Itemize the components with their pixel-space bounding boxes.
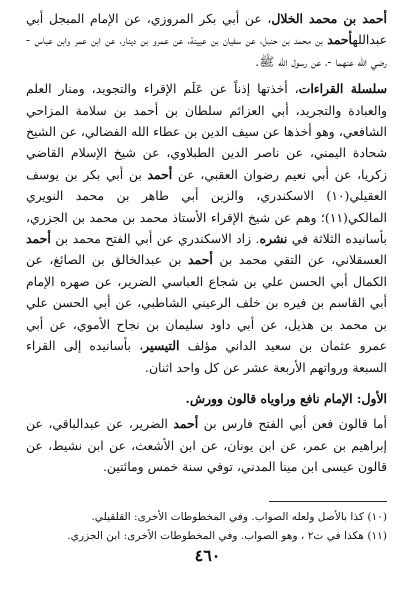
footnote-11: (١١) هكذا في ت٢ ، وهو الصواب. وفي المخطوطات الأخرى: ابن الجزري. <box>67 530 387 542</box>
text-run: بن محمد بن حنبل، عن سفيان بن عيينة، عن عمرو بن دينار، عن ابن عمر وابن عباس - رضي الله عنهما -، عن رسول الله ﷺ. <box>26 32 387 69</box>
footnote-10: (١٠) كذا بالأصل ولعله الصواب. وفي المخطوطات الأخرى: القلقيلي. <box>91 511 387 523</box>
footnote-separator <box>269 501 387 502</box>
reader-heading: الأول: الإمام نافع وراوياه قالون وورش. <box>185 390 387 406</box>
page-number: ٤٦٠ <box>194 546 221 565</box>
text-run: ؛ وهم عن شيخ الإقراء الأستاذ محمد بن محمد بن الجزري، بأسانيده الثلاثة في <box>26 209 387 247</box>
text-run: الاسكندري، والزين أبي طاهر بن محمد النويري المالكي <box>26 188 387 225</box>
footnote-ref[interactable]: (١١) <box>324 209 348 225</box>
bold-name: أحمد <box>26 231 51 247</box>
footnote-ref[interactable]: (١٠) <box>326 188 350 204</box>
text-run: بن عبدالخالق بن الصائغ، عن الكمال أبي الحسن علي بن شجاع العباسي الضرير، عن صهره الإمام أبي القاسم بن فيره بن خلف الرعيني الشاطبي، عن أبي الحسن علي بن محمد بن هذيل، عن أبي داود سليمان بن نجاح الأموي، عن أبي عمرو عثمان بن سعيد الداني مؤلف <box>26 252 387 354</box>
qiraat-chain-paragraph <box>26 78 387 378</box>
text-run: ، عن أبي بكر المروزي، عن الإمام المبجل أبي عبدالله <box>26 11 387 48</box>
bold-name: أحمد <box>173 416 199 432</box>
text-run: . زاد الاسكندري عن أبي الفتح محمد بن <box>50 231 260 247</box>
text-run: العسقلاني، عن التقي محمد بن <box>212 252 387 268</box>
section-heading: سلسلة القراءات <box>298 81 387 97</box>
text-run: بن أبي بكر بن يوسف العقيلي <box>26 166 387 204</box>
bold-name: أحمد <box>188 252 213 268</box>
bold-name: أحمد <box>147 166 173 182</box>
text-run: ، أخذتها إذناً عن عَلَم الإقراء والتجويد، ومنار العلم والعبادة والتجريد، أبي العزائم سلطان بن أحمد بن سلامة المزاحي الشافعي، وهو أخذها عن سيف الدين بن عطاء الله الفضالي، عن الشيخ شحادة اليمني، عن ناصر الدين الطبلاوي، عن شيخ الإسلام القاضي زكريا، عن أبي نعيم رضوان العقبي، عن <box>26 81 387 182</box>
text-run: أما قالون فعن أبي الفتح فارس بن <box>198 416 387 432</box>
text-run: الضرير، عن عبدالباقي، عن إبراهيم بن عمر، عن ابن يونان، عن ابن الأشعث، عن ابن نشيط، عن قالون عيسى ابن مينا المدني، توفي سنة خمس ومائتين. <box>26 416 387 475</box>
main-text <box>26 8 387 478</box>
footnotes <box>26 508 387 546</box>
text-run: ، بأسانيده إلى القراء السبعة ورواتهم الأربعة عشر عن كل واحد اثنان. <box>26 338 387 375</box>
book-title: نشره <box>259 231 288 247</box>
qalun-paragraph <box>26 413 387 477</box>
isnad-paragraph <box>26 8 387 72</box>
bold-name: أحمد <box>327 32 353 48</box>
bold-name: أحمد بن محمد الخلال <box>271 11 388 26</box>
book-title: التيسير <box>143 338 180 354</box>
